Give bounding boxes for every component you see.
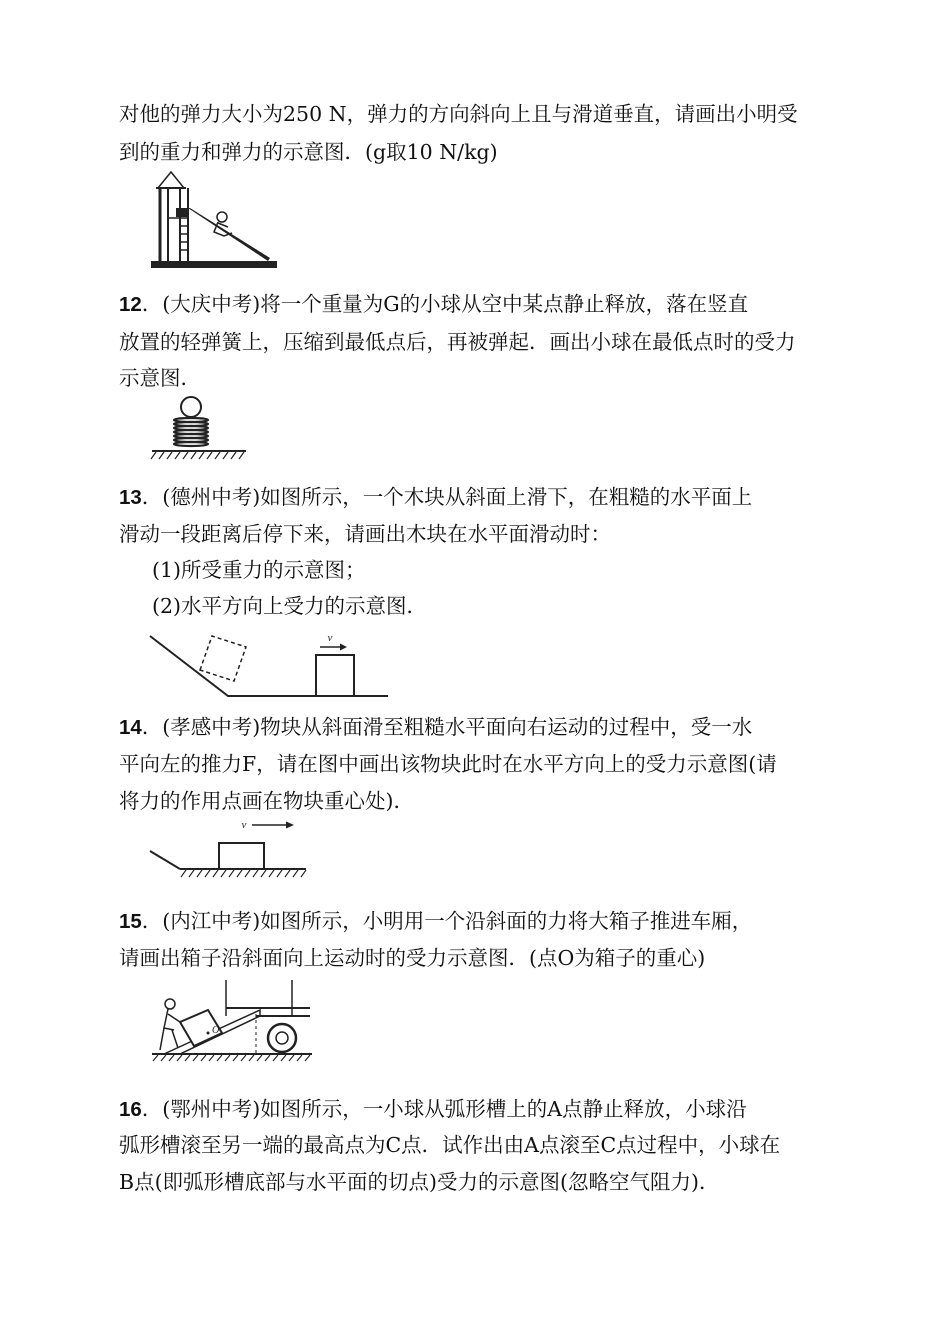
- q14-number: 14: [119, 716, 142, 739]
- q15-number: 15: [119, 910, 142, 933]
- q11-text-line-1: 对他的弹力大小为250 N，弹力的方向斜向上且与滑道垂直，请画出小明受: [119, 102, 798, 126]
- q16-number: 16: [119, 1098, 142, 1121]
- q12-text-line-3: 示意图．: [119, 366, 201, 390]
- q16-text-line-3: B点(即弧形槽底部与水平面的切点)受力的示意图(忽略空气阻力)．: [119, 1170, 720, 1194]
- q13-text-line-1: 13．(德州中考)如图所示，一个木块从斜面上滑下，在粗糙的水平面上: [119, 485, 753, 509]
- q14-text-line-2: 平向左的推力F，请在图中画出该物块此时在水平方向上的受力示意图(请: [119, 752, 777, 776]
- q12-spring-figure: [150, 395, 248, 461]
- q13-item-2: (2)水平方向上受力的示意图．: [152, 594, 428, 618]
- q11-text-line-2: 到的重力和弹力的示意图．(g取10 N/kg): [119, 140, 498, 164]
- q11-slide-figure: [148, 170, 280, 270]
- q12-text-line-2: 放置的轻弹簧上，压缩到最低点后，再被弹起．画出小球在最低点时的受力: [119, 330, 796, 354]
- child-figure: [214, 212, 232, 236]
- q15-center-label: O: [212, 1025, 220, 1036]
- boy-figure: [160, 999, 180, 1050]
- q13-text-line-2: 滑动一段距离后停下来，请画出木块在水平面滑动时：: [119, 522, 611, 546]
- q16-text-line-1: 16．(鄂州中考)如图所示，一小球从弧形槽上的A点静止释放，小球沿: [119, 1097, 747, 1121]
- q12-number: 12: [119, 293, 142, 316]
- q15-text-line-2: 请画出箱子沿斜面向上运动时的受力示意图．(点O为箱子的重心): [119, 946, 706, 970]
- q14-block-figure: [148, 815, 308, 881]
- q16-text-line-2: 弧形槽滚至另一端的最高点为C点．试作出由A点滚至C点过程中，小球在: [119, 1133, 781, 1157]
- q15-text-line-1: 15．(内江中考)如图所示，小明用一个沿斜面的力将大箱子推进车厢，: [119, 909, 753, 933]
- q12-text-line-1: 12．(大庆中考)将一个重量为G的小球从空中某点静止释放，落在竖直: [119, 292, 749, 316]
- q14-text-line-1: 14．(孝感中考)物块从斜面滑至粗糙水平面向右运动的过程中，受一水: [119, 715, 753, 739]
- spring-coils: [174, 418, 208, 446]
- q14-text-line-3: 将力的作用点画在物块重心处)．: [119, 789, 414, 813]
- q13-number: 13: [119, 486, 142, 509]
- q13-item-1: (1)所受重力的示意图；: [152, 558, 366, 582]
- q14-velocity-label: v: [241, 819, 247, 831]
- q13-incline-figure: [148, 630, 390, 700]
- q13-velocity-label: v: [327, 632, 333, 644]
- q15-truck-figure: [150, 978, 314, 1062]
